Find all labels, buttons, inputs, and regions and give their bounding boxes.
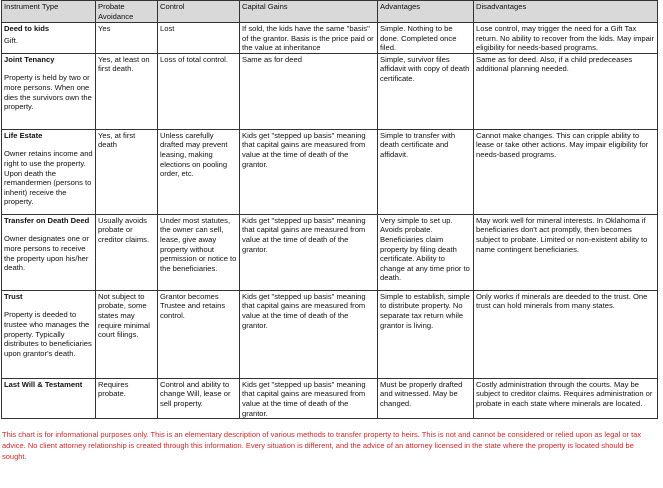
table-row-last-will: [2, 378, 658, 418]
instrument-name: Life Estate: [4, 130, 43, 140]
instrument-name: Deed to kids: [4, 24, 50, 33]
table-row-deed-to-kids: [2, 23, 658, 54]
property-transfer-table: [1, 0, 658, 419]
header-advantages: Advantages: [378, 1, 474, 23]
advantages-cell: Simple to establish, simple to distribute property. No separate tax return while grantor is living.: [378, 290, 474, 378]
capital-gains-cell: Kids get "stepped up basis" meaning that capital gains are measured from value at the time of death of the grantor.: [240, 378, 378, 418]
capital-gains-cell: Same as for deed: [240, 53, 378, 129]
instrument-cell: [2, 214, 96, 290]
instrument-cell: [2, 378, 96, 418]
disclaimer-text: This chart is for informational purposes only. This is an elementary description of various methods to transfer property to heirs. This is not and cannot be considered or relied upon as legal or tax advice. No client attorney relationship is created through this information. Every situation is different, and the advice of an attorney licensed in the state where the property is located should be sought.: [2, 430, 642, 461]
advantages-cell: Very simple to set up. Avoids probate. Beneficiaries claim property by filing death certificate. Ability to change at any time prior to death.: [378, 214, 474, 290]
table-row-life-estate: [2, 129, 658, 214]
probate-cell: Not subject to probate, some states may require minimal court filings.: [96, 290, 158, 378]
disadvantages-cell: Same as for deed. Also, if a child predeceases additional planning needed.: [474, 53, 658, 129]
header-instrument-type: Instrument Type: [2, 1, 96, 23]
header-probate-avoidance: Probate Avoidance: [96, 1, 158, 23]
disadvantages-cell: May work well for mineral interests. In Oklahoma if beneficiaries don't act promptly, then becomes subject to probate. Limited or non-existent ability to name contingent beneficiaries.: [474, 214, 658, 290]
instrument-cell: [2, 23, 96, 54]
header-disadvantages: Disadvantages: [474, 1, 658, 23]
table-header-row: [2, 1, 658, 23]
table-row-transfer-on-death-deed: [2, 214, 658, 290]
instrument-description: Owner designates one or more persons to receive the property upon his/her death.: [4, 234, 89, 273]
header-capital-gains: Capital Gains: [240, 1, 378, 23]
advantages-cell: Simple. Nothing to be done. Completed once filed.: [378, 23, 474, 54]
instrument-description: Property is deeded to trustee who manages the property. Typically distributes to beneficiaries upon grantor's death.: [4, 310, 92, 358]
advantages-cell: Must be properly drafted and witnessed. May be changed.: [378, 378, 474, 418]
instrument-name: Joint Tenancy: [4, 54, 55, 64]
probate-cell: Requires probate.: [96, 378, 158, 418]
capital-gains-cell: Kids get "stepped up basis" meaning that capital gains are measured from value at the time of death of the grantor.: [240, 214, 378, 290]
probate-cell: Yes, at least on first death.: [96, 53, 158, 129]
table-row-joint-tenancy: [2, 53, 658, 129]
advantages-cell: Simple to transfer with death certificate and affidavit.: [378, 129, 474, 214]
control-cell: Grantor becomes Trustee and retains control.: [158, 290, 240, 378]
control-cell: Loss of total control.: [158, 53, 240, 129]
control-cell: Under most statutes, the owner can sell, lease, give away property without permission or notice to the beneficiaries.: [158, 214, 240, 290]
control-cell: Unless carefully drafted may prevent leasing, making elections on pooling order, etc.: [158, 129, 240, 214]
control-cell: Control and ability to change Will, lease or sell property.: [158, 378, 240, 418]
capital-gains-cell: If sold, the kids have the same "basis" of the grantor. Basis is the price paid or the value at inheritance: [240, 23, 378, 54]
capital-gains-cell: Kids get "stepped up basis" meaning that capital gains are measured from value at the time of death of the grantor.: [240, 129, 378, 214]
disadvantages-cell: Cannot make changes. This can cripple ability to lease or take other actions. May impair eligibility for needs-based programs.: [474, 129, 658, 214]
instrument-cell: [2, 53, 96, 129]
instrument-description: Owner retains income and right to use the property. Upon death the remandermen (persons to inherit) receive the property.: [4, 149, 93, 207]
instrument-cell: [2, 290, 96, 378]
advantages-cell: Simple, survivor files affidavit with copy of death certificate.: [378, 53, 474, 129]
control-cell: Lost: [158, 23, 240, 54]
probate-cell: Usually avoids probate or creditor claims.: [96, 214, 158, 290]
disadvantages-cell: Only works if minerals are deeded to the trust. One trust can hold minerals from many states.: [474, 290, 658, 378]
instrument-name: Last Will & Testament: [4, 379, 83, 389]
disadvantages-cell: Lose control, may trigger the need for a Gift Tax return. No ability to recover from the kids. May impair eligibility for needs-based programs.: [474, 23, 658, 54]
probate-cell: Yes, at first death: [96, 129, 158, 214]
table-row-trust: [2, 290, 658, 378]
instrument-cell: [2, 129, 96, 214]
instrument-name: Trust: [4, 291, 23, 301]
instrument-description: Gift.: [4, 35, 18, 45]
header-control: Control: [158, 1, 240, 23]
disadvantages-cell: Costly administration through the courts. May be subject to creditor claims. Requires administration or probate in each state where minerals are located.: [474, 378, 658, 418]
probate-cell: Yes: [96, 23, 158, 54]
capital-gains-cell: Kids get "stepped up basis" meaning that capital gains are measured from value at the time of death of the grantor.: [240, 290, 378, 378]
instrument-description: Property is held by two or more persons. When one dies the survivors own the property.: [4, 73, 92, 112]
instrument-name: Transfer on Death Deed: [4, 215, 90, 225]
